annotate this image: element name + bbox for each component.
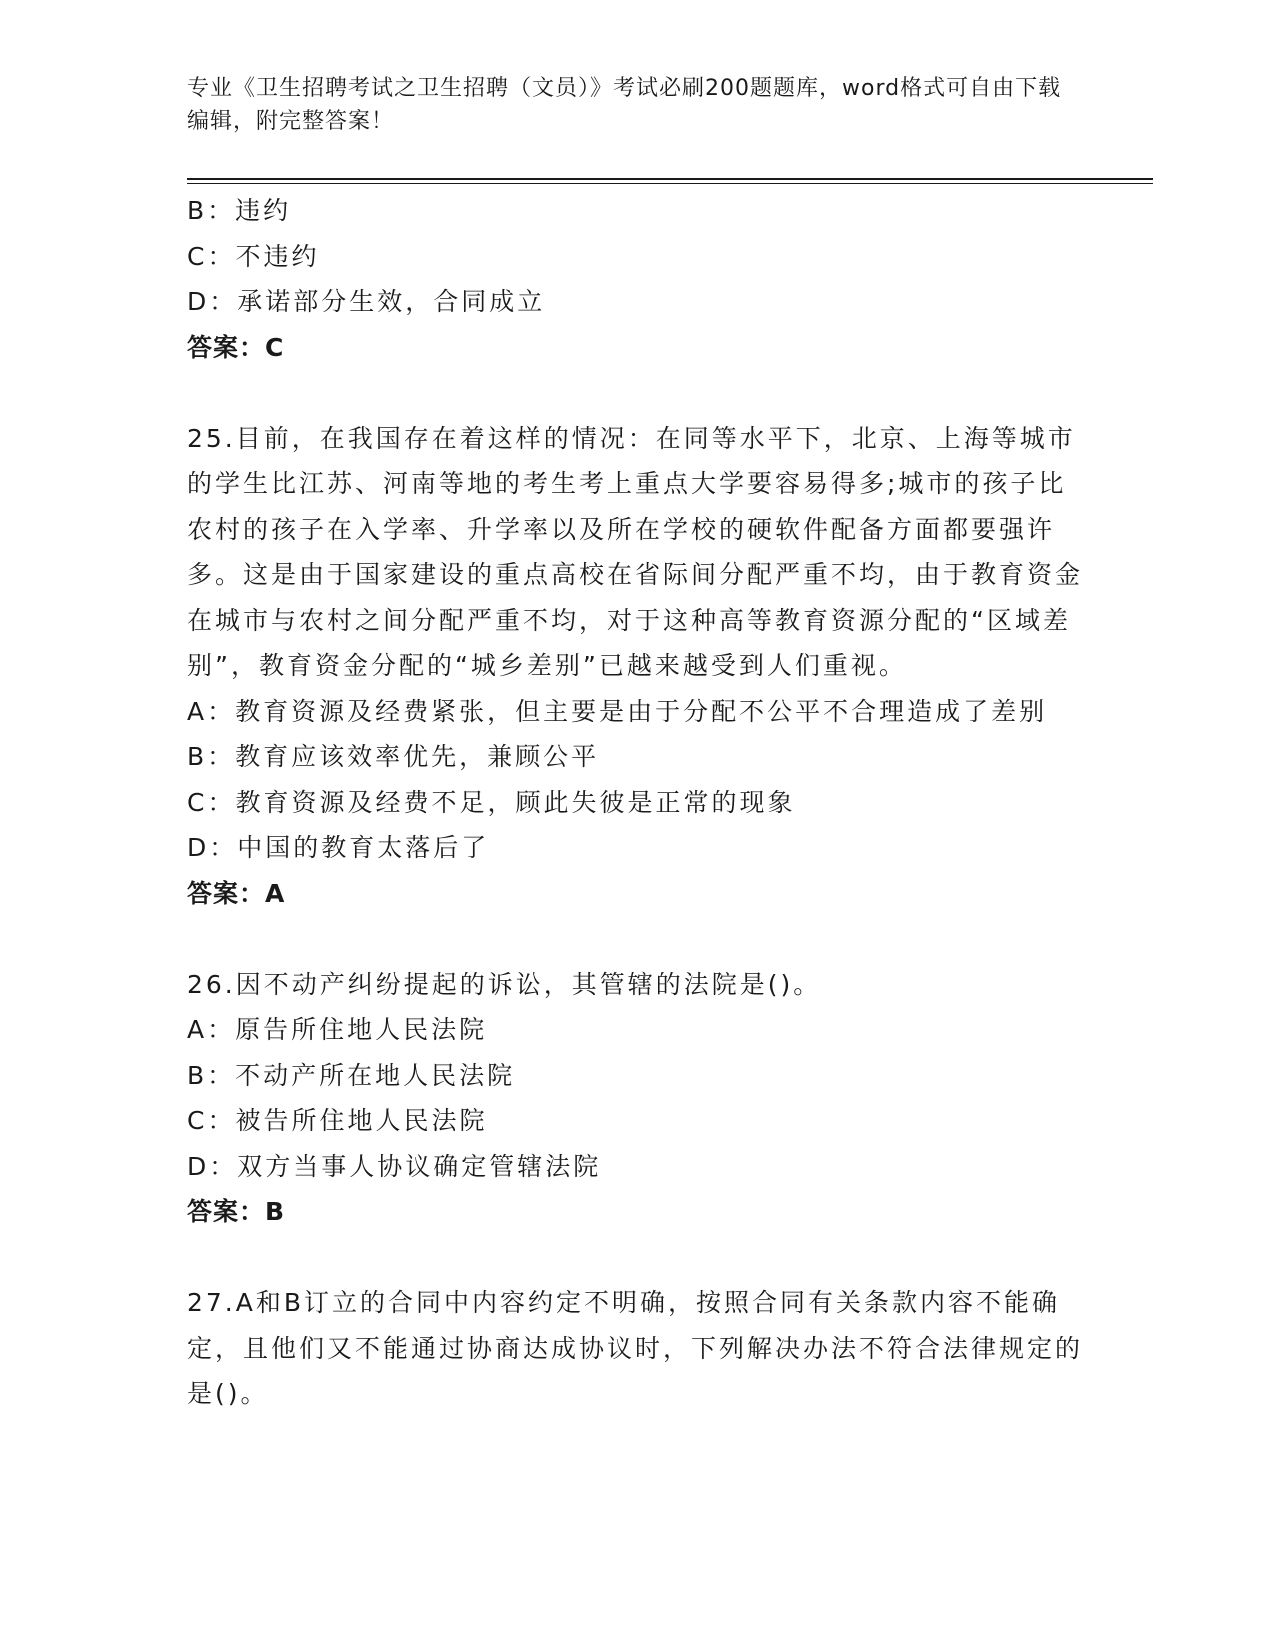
option-b: B：教育应该效率优先，兼顾公平: [187, 742, 600, 771]
question-26: [187, 962, 1087, 1235]
option-d: D：双方当事人协议确定管辖法院: [187, 1151, 602, 1181]
header-rule-thin: [187, 183, 1153, 184]
option-c: C：被告所住地人民法院: [187, 1106, 488, 1135]
question-spacer: [187, 916, 1087, 962]
answer-label: 答案：B: [187, 1197, 286, 1226]
option-a: A：原告所住地人民法院: [187, 1015, 488, 1044]
question-spacer: [187, 1235, 1087, 1281]
option-c: C：不违约: [187, 241, 320, 271]
option-b: B：违约: [187, 196, 292, 225]
document-header: 专业《卫生招聘考试之卫生招聘（文员）》考试必刷200题题库，word格式可自由下载编辑，附完整答案！: [187, 76, 1062, 134]
answer-label: 答案：A: [187, 878, 286, 908]
option-c: C：教育资源及经费不足，顾此失彼是正常的现象: [187, 787, 796, 817]
option-a: A：教育资源及经费紧张，但主要是由于分配不公平不合理造成了差别: [187, 696, 1048, 726]
question-content: [187, 188, 1087, 1417]
question-stem: 25.目前，在我国存在着这样的情况：在同等水平下，北京、上海等城市的学生比江苏、河南等地的考生考上重点大学要容易得多;城市的孩子比农村的孩子在入学率、升学率以及所在学校的硬软件配备方面都要强许多。这是由于国家建设的重点高校在省际间分配严重不均，由于教育资金在城市与农村之间分配严重不均，对于这种高等教育资源分配的“区域差别”，教育资金分配的“城乡差别”已越来越受到人们重视。: [187, 423, 1084, 680]
question-25: [187, 416, 1087, 917]
question-spacer: [187, 370, 1087, 416]
question-stem: 27.A和B订立的合同中内容约定不明确，按照合同有关条款内容不能确定，且他们又不能通过协商达成协议时，下列解决办法不符合法律规定的是()。: [187, 1288, 1084, 1408]
option-d: D：中国的教育太落后了: [187, 833, 490, 862]
answer-label: 答案：C: [187, 332, 285, 362]
option-d: D：承诺部分生效，合同成立: [187, 287, 546, 316]
question-24-tail: [187, 188, 1087, 370]
header-rule-thick: [187, 178, 1153, 180]
question-27: [187, 1280, 1087, 1417]
question-stem: 26.因不动产纠纷提起的诉讼，其管辖的法院是()。: [187, 969, 822, 999]
option-b: B：不动产所在地人民法院: [187, 1060, 516, 1090]
